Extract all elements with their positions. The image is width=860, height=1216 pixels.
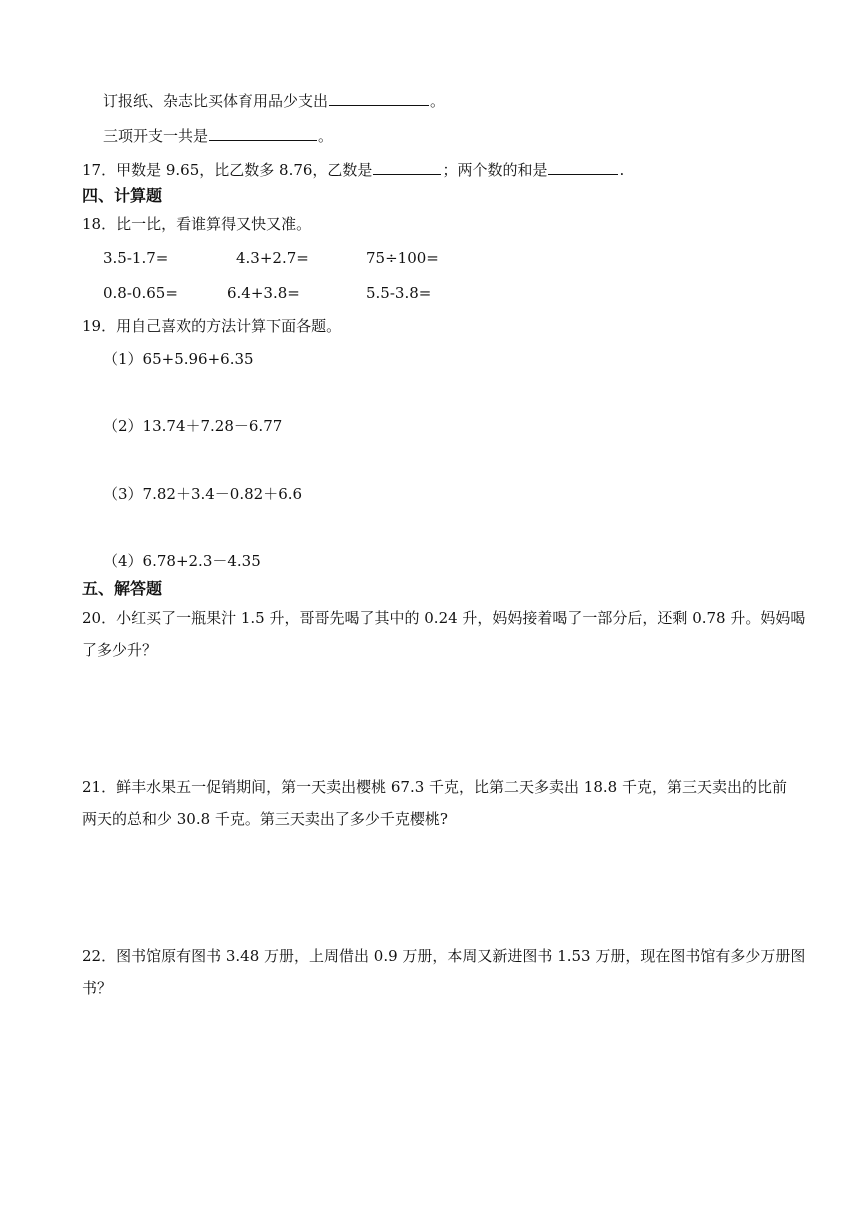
question-20-line-2: 了多少升？ (82, 641, 158, 659)
q18-row2-item2: 6.4+3.8= (227, 284, 300, 302)
q16-blank-a[interactable] (329, 89, 429, 106)
q17-end: . (619, 161, 625, 179)
question-17 (82, 158, 624, 180)
q19-item-4: （4）6.78+2.3－4.35 (103, 552, 261, 570)
q16-blank-b[interactable] (209, 124, 317, 141)
q18-row1-item3: 75÷100= (366, 249, 439, 267)
q17-blank-1[interactable] (373, 158, 441, 175)
question-20-line-1 (82, 608, 805, 628)
section-5-title: 五、解答题 (82, 579, 163, 598)
section-4-title: 四、计算题 (82, 186, 163, 205)
q19-item-2: （2）13.74＋7.28－6.77 (103, 417, 283, 435)
q19-item-3: （3）7.82＋3.4－0.82＋6.6 (103, 485, 303, 503)
q16-line-b (103, 124, 333, 146)
q18-text: 比一比，看谁算得又快又准。 (116, 215, 312, 233)
q18-row2-item3: 5.5-3.8= (366, 284, 432, 302)
q16-line-b-end: 。 (318, 127, 334, 145)
question-19 (82, 316, 341, 336)
question-22-line-1 (82, 946, 805, 966)
question-21-line-2: 两天的总和少 30.8 千克。第三天卖出了多少千克樱桃? (82, 810, 448, 828)
question-21-line-1 (82, 777, 787, 797)
q17-separator: ；两个数的和是 (442, 161, 548, 179)
q21-text-1: 鲜丰水果五一促销期间，第一天卖出樱桃 67.3 千克，比第二天多卖出 18.8 千克，第三天卖出的比前 (116, 778, 787, 796)
q17-text-1: 甲数是 9.65，比乙数多 8.76，乙数是 (116, 161, 373, 179)
q18-row1-item2: 4.3+2.7= (236, 249, 309, 267)
q18-number: 18． (82, 215, 117, 233)
q17-blank-2[interactable] (548, 158, 618, 175)
q16-line-a-text: 订报纸、杂志比买体育用品少支出 (103, 92, 329, 110)
q19-item-1: （1）65+5.96+6.35 (103, 350, 254, 368)
q20-number: 20． (82, 609, 117, 627)
q22-text-1: 图书馆原有图书 3.48 万册，上周借出 0.9 万册，本周又新进图书 1.53 万册，现在图书馆有多少万册图 (116, 947, 806, 965)
q18-row1-item1: 3.5-1.7= (103, 249, 169, 267)
q19-number: 19． (82, 317, 117, 335)
question-18 (82, 214, 311, 234)
q16-line-a-end: 。 (430, 92, 446, 110)
q17-number: 17． (82, 161, 117, 179)
q22-number: 22． (82, 947, 117, 965)
q16-line-a (103, 89, 445, 111)
question-22-line-2: 书？ (82, 979, 113, 997)
q18-row2-item1: 0.8-0.65= (103, 284, 178, 302)
q16-line-b-text: 三项开支一共是 (103, 127, 209, 145)
q20-text-1: 小红买了一瓶果汁 1.5 升，哥哥先喝了其中的 0.24 升，妈妈接着喝了一部分后，还剩 0.78 升。妈妈喝 (116, 609, 806, 627)
q21-number: 21． (82, 778, 117, 796)
q19-text: 用自己喜欢的方法计算下面各题。 (116, 317, 342, 335)
